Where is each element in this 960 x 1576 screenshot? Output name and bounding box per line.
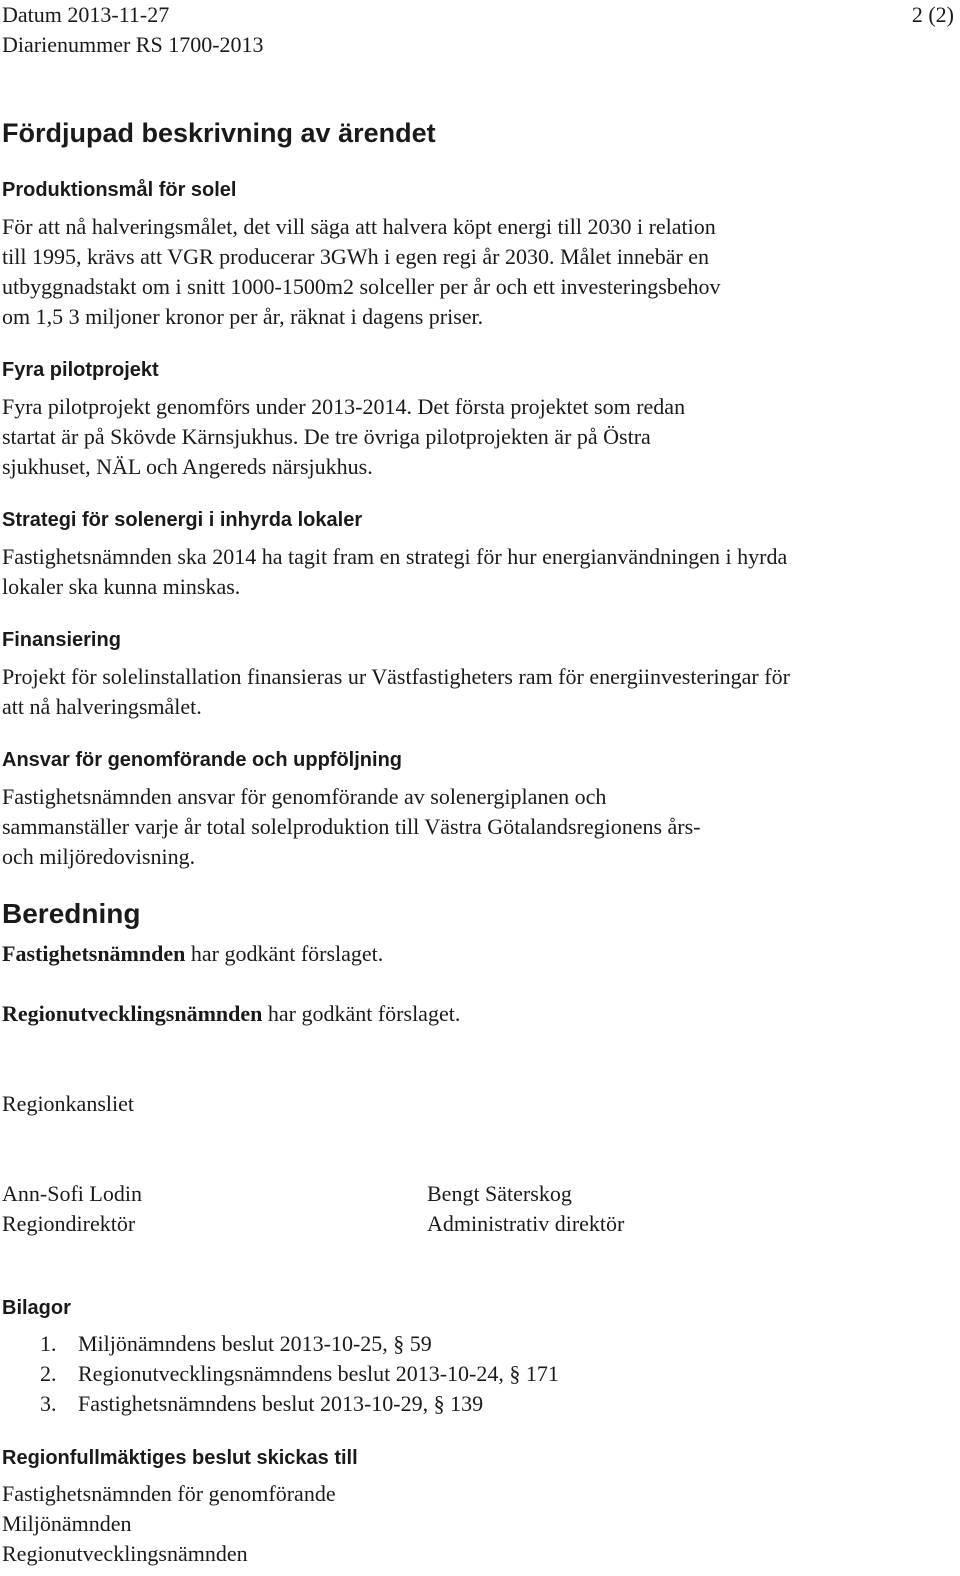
section-body-ansvar bbox=[2, 782, 947, 872]
section-heading-pilot: Fyra pilotprojekt bbox=[2, 359, 159, 381]
paragraph-line: och miljöredovisning. bbox=[2, 844, 196, 869]
committee-name: Fastighetsnämnden bbox=[2, 941, 186, 966]
signatory-right-name: Bengt Säterskog bbox=[427, 1181, 572, 1206]
paragraph-line: Fyra pilotprojekt genomförs under 2013-2014. Det första projektet som redan bbox=[2, 394, 686, 419]
section-heading-finansiering: Finansiering bbox=[2, 629, 121, 651]
beredning-item bbox=[2, 939, 383, 969]
signatory-left-name: Ann-Sofi Lodin bbox=[2, 1181, 142, 1206]
section-body-strategi bbox=[2, 542, 947, 602]
committee-name: Regionutvecklingsnämnden bbox=[2, 1001, 263, 1026]
attachment-number: 1. bbox=[40, 1331, 57, 1356]
paragraph-line: Fastighetsnämnden ska 2014 ha tagit fram en strategi för hur energianvändningen i hyrda bbox=[2, 544, 788, 569]
section-body-pilot bbox=[2, 392, 947, 482]
attachment-number: 2. bbox=[40, 1361, 57, 1386]
bilagor-heading: Bilagor bbox=[2, 1297, 71, 1319]
approval-text: har godkänt förslaget. bbox=[262, 1001, 461, 1026]
attachment-text: Fastighetsnämndens beslut 2013-10-29, § 139 bbox=[78, 1391, 484, 1416]
diary-number: Diarienummer RS 1700-2013 bbox=[2, 32, 264, 57]
section-heading-ansvar: Ansvar för genomförande och uppföljning bbox=[2, 749, 402, 771]
paragraph-line: att nå halveringsmålet. bbox=[2, 694, 202, 719]
section-body-produktion bbox=[2, 212, 947, 332]
signatory-right-title: Administrativ direktör bbox=[427, 1211, 625, 1236]
paragraph-line: utbyggnadstakt om i snitt 1000-1500m2 solceller per år och ett investeringsbehov bbox=[2, 274, 721, 299]
recipient-item: Miljönämnden bbox=[2, 1511, 132, 1536]
paragraph-line: Fastighetsnämnden ansvar för genomförande av solenergiplanen och bbox=[2, 784, 607, 809]
attachment-text: Regionutvecklingsnämndens beslut 2013-10-24, § 171 bbox=[78, 1361, 559, 1386]
section-body-finansiering bbox=[2, 662, 947, 722]
attachment-item bbox=[40, 1389, 483, 1419]
paragraph-line: sjukhuset, NÄL och Angereds närsjukhus. bbox=[2, 454, 373, 479]
section-heading-strategi: Strategi för solenergi i inhyrda lokaler bbox=[2, 509, 363, 531]
organization-name: Regionkansliet bbox=[2, 1091, 134, 1116]
attachment-text: Miljönämndens beslut 2013-10-25, § 59 bbox=[78, 1331, 432, 1356]
attachment-item bbox=[40, 1359, 559, 1389]
attachment-item bbox=[40, 1329, 432, 1359]
paragraph-line: sammanställer varje år total solelproduktion till Västra Götalandsregionens års- bbox=[2, 814, 701, 839]
recipient-item: Fastighetsnämnden för genomförande bbox=[2, 1481, 336, 1506]
beslut-heading: Regionfullmäktiges beslut skickas till bbox=[2, 1447, 358, 1469]
paragraph-line: om 1,5 3 miljoner kronor per år, räknat i dagens priser. bbox=[2, 304, 484, 329]
main-heading: Fördjupad beskrivning av ärendet bbox=[2, 118, 436, 148]
approval-text: har godkänt förslaget. bbox=[185, 941, 384, 966]
recipient-item: Regionutvecklingsnämnden bbox=[2, 1541, 248, 1566]
beredning-item bbox=[2, 999, 460, 1029]
paragraph-line: lokaler ska kunna minskas. bbox=[2, 574, 241, 599]
section-heading-produktion: Produktionsmål för solel bbox=[2, 179, 237, 201]
attachment-number: 3. bbox=[40, 1391, 57, 1416]
paragraph-line: till 1995, krävs att VGR producerar 3GWh i egen regi år 2030. Målet innebär en bbox=[2, 244, 710, 269]
paragraph-line: startat är på Skövde Kärnsjukhus. De tre övriga pilotprojekten är på Östra bbox=[2, 424, 651, 449]
page-number: 2 (2) bbox=[911, 2, 954, 27]
beredning-heading: Beredning bbox=[2, 898, 141, 929]
paragraph-line: Projekt för solelinstallation finansieras ur Västfastigheters ram för energiinvesteringar för bbox=[2, 664, 790, 689]
document-date: Datum 2013-11-27 bbox=[2, 2, 170, 27]
paragraph-line: För att nå halveringsmålet, det vill säga att halvera köpt energi till 2030 i relation bbox=[2, 214, 716, 239]
signatory-left-title: Regiondirektör bbox=[2, 1211, 136, 1236]
